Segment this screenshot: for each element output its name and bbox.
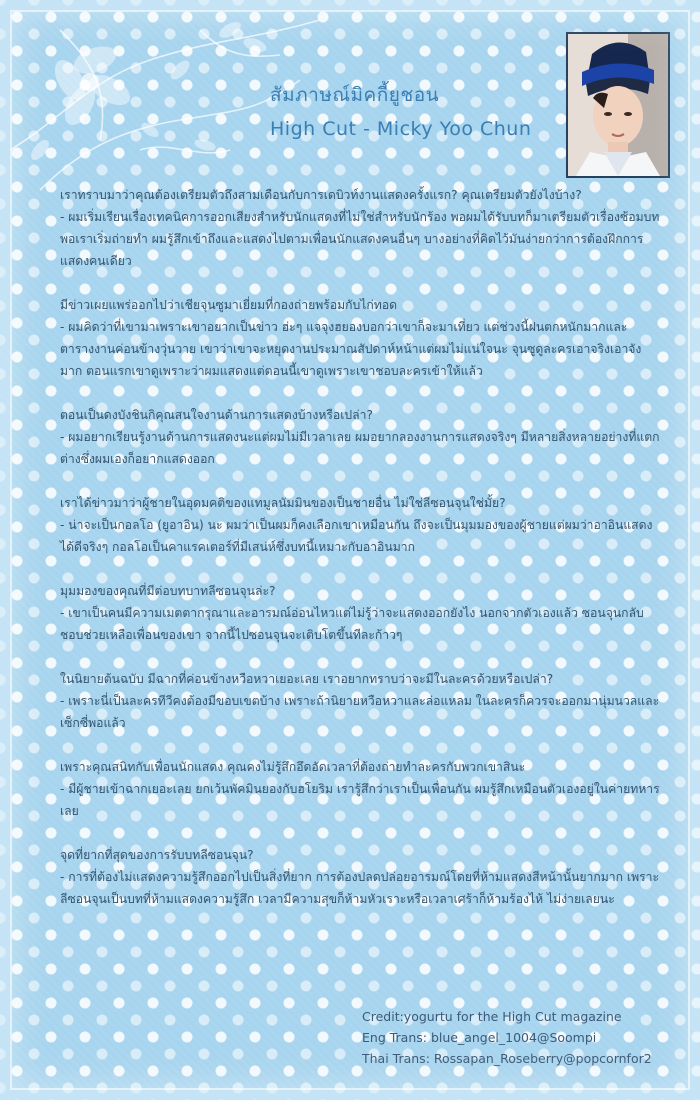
question: เราได้ข่าวมาว่าผู้ชายในอุดมคติของแทมูลนัมมินของเป็นชายอื่น ไม่ใช่ลีซอนจุนใช่มั้ย? [60, 496, 506, 510]
question: ตอนเป็นดงบังชินกิคุณสนใจงานด้านการแสดงบ้างหรือเปล่า? [60, 408, 373, 422]
qa-block [60, 668, 660, 734]
question: เราทราบมาว่าคุณต้องเตรียมตัวถึงสามเดือนกับการเดบิวท์งานแสดงครั้งแรก? คุณเตรียมตัวยังไงบ้าง? [60, 188, 582, 202]
title-thai: สัมภาษณ์มิคกี้ยูชอน [270, 84, 440, 106]
answer: - น่าจะเป็นกอลโอ (ยูอาอิน) นะ ผมว่าเป็นผมก็คงเลือกเขาเหมือนกัน ถึงจะเป็นมุมมองของผู้ชายแต่ผมว่าอาอินแสดงได้ดีจริงๆ กอลโอเป็นคาแรคเตอร์ที่มีเสน่ห์ซึ่งบทนี้เหมาะกับอาอินมาก [60, 518, 653, 554]
qa-block [60, 580, 660, 646]
answer: - เพราะนี่เป็นละครทีวีคงต้องมีขอบเขตบ้าง เพราะถ้านิยายหวือหวาและล่อแหลม ในละครก็ควรจะออกมานุ่มนวลและเซ็กซี่พอแล้ว [60, 694, 660, 730]
answer: - ผมคิดว่าที่เขามาเพราะเขาอยากเป็นข่าว ฮ่ะๆ แจจุงฮยองบอกว่าเขาก็จะมาเที่ยว แต่ช่วงนี้ฝนตกหนักมากและตารางงานค่อนข้างวุ่นวาย เขาว่าเขาจะหยุดงานประมาณสัปดาห์หน้าแต่ผมไม่แน่ใจนะ จุนซูดูละครเอาจริงเอาจังมาก ตอนแรกเขาดูเพราะว่าผมแสดงแต่ตอนนี้เขาดูเพราะเขาชอบละครเข้าให้แล้ว [60, 320, 642, 378]
question: ในนิยายต้นฉบับ มีฉากที่ค่อนข้างหวือหวาเยอะเลย เราอยากทราบว่าจะมีในละครด้วยหรือเปล่า? [60, 672, 554, 686]
page-title [270, 80, 570, 140]
portrait-illustration [568, 34, 668, 176]
answer: - ผมอยากเรียนรู้งานด้านการแสดงนะแต่ผมไม่มีเวลาเลย ผมอยากลองงานการแสดงจริงๆ มีหลายสิ่งหลายอย่างที่แตกต่างซึ่งผมเองก็อยากแสดงออก [60, 430, 660, 466]
answer: - เขาเป็นคนมีความเมตตากรุณาและอารมณ์อ่อนไหวแต่ไม่รู้ว่าจะแสดงออกยังไง นอกจากตัวเองแล้ว ซอนจุนกลับชอบช่วยเหลือเพื่อนของเขา จากนี้ไปซอนจุนจะเติบโตขึ้นทีละก้าวๆ [60, 606, 644, 642]
qa-block [60, 294, 660, 382]
credits [362, 1006, 682, 1069]
qa-block [60, 492, 660, 558]
title-english: High Cut - Micky Yoo Chun [270, 118, 532, 140]
credit-line: Credit:yogurtu for the High Cut magazine [362, 1009, 622, 1024]
interview-content [60, 184, 660, 932]
qa-block [60, 844, 660, 910]
question: จุดที่ยากที่สุดของการรับบทลีซอนจุน? [60, 848, 254, 862]
answer: - มีผู้ชายเข้าฉากเยอะเลย ยกเว้นพัคมินยองกับฮโยริม เรารู้สึกว่าเราเป็นเพื่อนกัน ผมรู้สึกเหมือนตัวเองอยู่ในค่ายทหารเลย [60, 782, 660, 818]
portrait-photo [566, 32, 670, 178]
qa-block [60, 404, 660, 470]
question: มุมมองของคุณที่มีต่อบทบาทลีซอนจุนล่ะ? [60, 584, 276, 598]
qa-block [60, 184, 660, 272]
question: มีข่าวเผยแพร่ออกไปว่าเชียจุนซูมาเยี่ยมที่กองถ่ายพร้อมกับไก่ทอด [60, 298, 398, 312]
answer: - ผมเริ่มเรียนเรื่องเทคนิคการออกเสียงสำหรับนักแสดงที่ไม่ใช่สำหรับนักร้อง พอผมได้รับบทก็มาเตรียมตัวเรื่องซ้อมบท พอเราเริ่มถ่ายทำ ผมรู้สึกเข้าถึงและแสดงไปตามเพื่อนนักแสดงคนอื่นๆ บางอย่างที่คิดไว้มันง่ายกว่าการต้องฝึกการแสดงคนเดียว [60, 210, 660, 268]
qa-block [60, 756, 660, 822]
question: เพราะคุณสนิทกับเพื่อนนักแสดง คุณคงไม่รู้สึกอึดอัดเวลาที่ต้องถ่ายทำละครกับพวกเขาสินะ [60, 760, 526, 774]
eng-translator-line: Eng Trans: blue_angel_1004@Soompi [362, 1030, 597, 1045]
answer: - การที่ต้องไม่แสดงความรู้สึกออกไปเป็นสิ่งที่ยาก การต้องปลดปล่อยอารมณ์โดยที่ห้ามแสดงสีหน้านั้นยากมาก เพราะลีซอนจุนเป็นบทที่ห้ามแสดงความรู้สึก เวลามีความสุขก็ห้ามหัวเราะหรือเวลาเศร้าก็ห้ามร้องไห้ ไม่ง่ายเลยนะ [60, 870, 660, 906]
thai-translator-line: Thai Trans: Rossapan_Roseberry@popcornfor2 [362, 1051, 652, 1066]
